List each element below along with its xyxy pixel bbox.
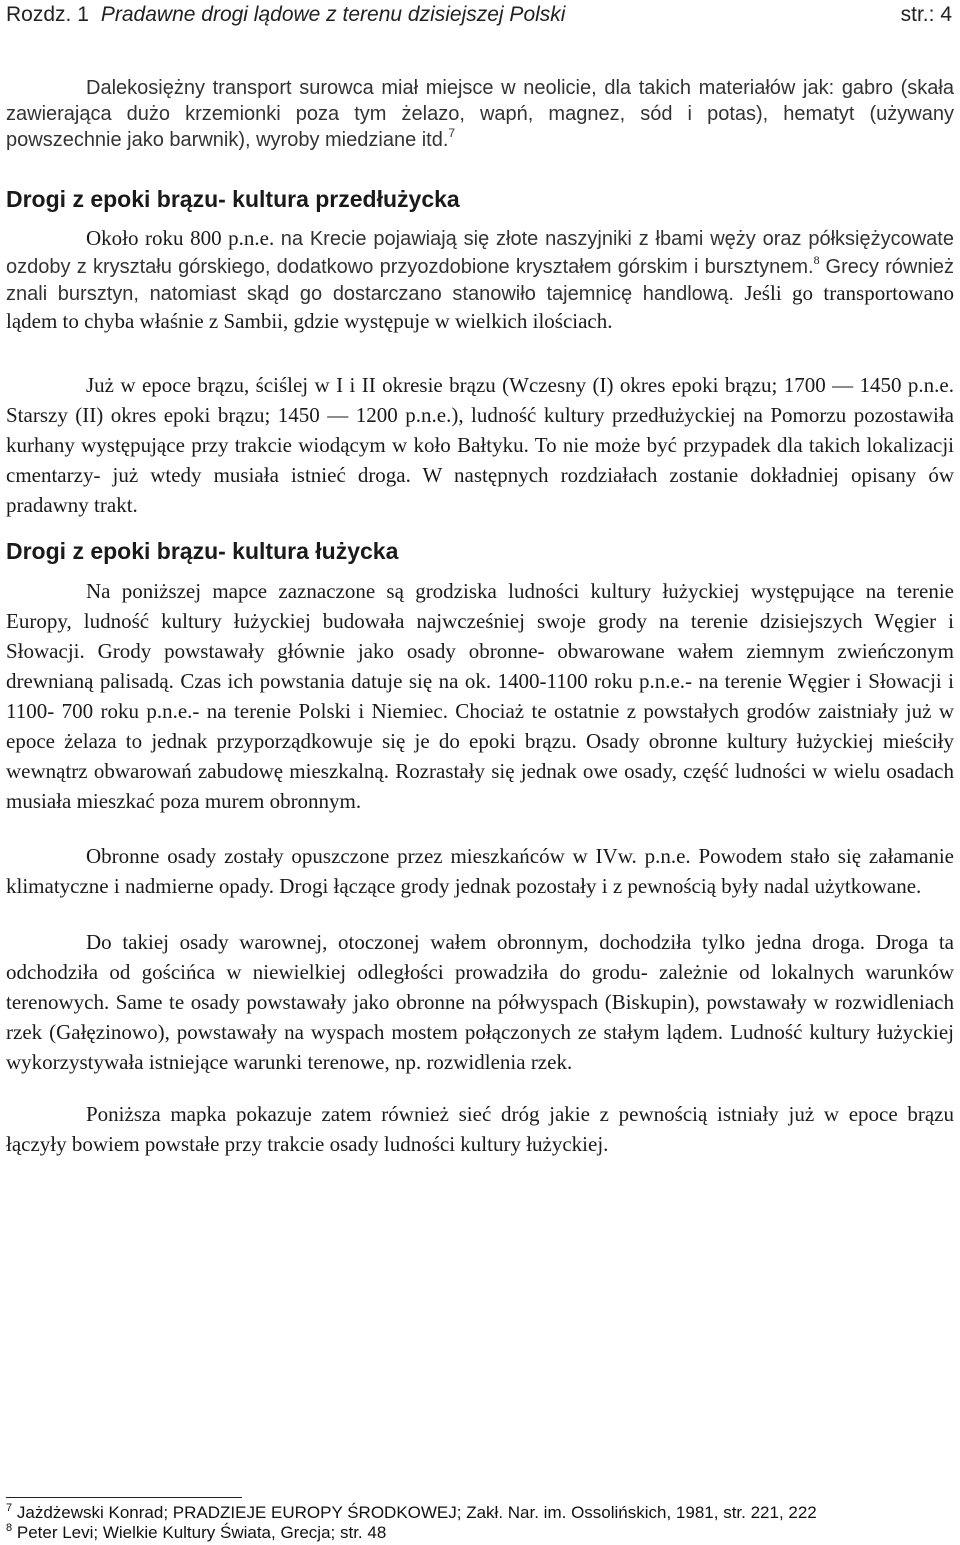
- footnote-separator: [6, 1497, 242, 1498]
- footnote-8-text: Peter Levi; Wielkie Kultury Świata, Grecja; str. 48: [16, 1523, 387, 1542]
- section1-paragraph-2: Już w epoce brązu, ściślej w I i II okresie brązu (Wczesny (I) okres epoki brązu; 1700 — 1450 p.n.e. Starszy (II) okres epoki brązu; 1450 — 1200 p.n.e.), ludność kultury przedłużyckiej na Pomorzu pozostawiła kurhany występujące przy trakcie wiodącym w koło Bałtyku. To nie może być przypadek dla takich lokalizacji cmentarzy- już wtedy musiała istnieć droga. W następnych rozdziałach zostanie dokładniej opisany ów pradawny trakt.: [6, 373, 954, 517]
- section1-paragraph-1: [6, 225, 954, 334]
- section-heading-luzycka: Drogi z epoki brązu- kultura łużycka: [6, 538, 399, 564]
- footnote-ref-7: 7: [448, 126, 456, 140]
- section2-paragraph-1: Na poniższej mapce zaznaczone są grodziska ludności kultury łużyckiej występujące na terenie Europy, ludność kultury łużyckiej budowała najwcześniej swoje grody na terenie dzisiejszych Węgier i Słowacji. Grody powstawały głównie jako osady obronne- obwarowane wałem ziemnym zwieńczonym drewnianą palisadą. Czas ich powstania datuje się na ok. 1400-1100 roku p.n.e.- na terenie Węgier i Słowacji i 1100- 700 roku p.n.e.- na terenie Polski i Niemiec. Chociaż te ostatnie z powstałych grodów zaistniały już w epoce żelaza to jednak przyporządkowuje się je do epoki brązu. Osady obronne kultury łużyckiej mieściły wewnątrz obwarowań zabudowę mieszkalną. Rozrastały się jednak owe osady, część ludności w wielu osadach musiała mieszkać poza murem obronnym.: [6, 579, 954, 813]
- footnote-ref-8: 8: [813, 252, 820, 267]
- footnote-7-text: Jażdżewski Konrad; PRADZIEJE EUROPY ŚRODKOWEJ; Zakł. Nar. im. Ossolińskich, 1981, str. 221, 222: [16, 1503, 817, 1522]
- intro-paragraph: [6, 75, 954, 153]
- section1-p1-sambia: Jeśli go transportowano lądem to chyba właśnie z Sambii, gdzie występuje w wielkich ilościach.: [6, 281, 955, 333]
- page-number: str.: 4: [900, 3, 952, 26]
- section-heading-przedluzycka: Drogi z epoki brązu- kultura przedłużycka: [6, 186, 460, 212]
- chapter-title: Pradawne drogi lądowe z terenu dzisiejszej Polski: [100, 3, 566, 26]
- section2-paragraph-3: Do takiej osady warownej, otoczonej wałem obronnym, dochodziła tylko jedna droga. Droga ta odchodziła od gościńca w niewielkiej odległości prowadziła do grodu- zależnie od lokalnych warunków terenowych. Same te osady powstawały jako obronne na półwyspach (Biskupin), powstawały w rozwidleniach rzek (Gałęzinowo), powstawały na wyspach mostem połączonych ze stałym lądem. Ludność kultury łużyckiej wykorzystywała istniejące warunki terenowe, np. rozwidlenia rzek.: [6, 930, 954, 1074]
- section1-p1-start: Około roku 800 p.n.e.: [86, 226, 275, 250]
- intro-text: Dalekosiężny transport surowca miał miejsce w neolicie, dla takich materiałów jak: gabro (skała zawierająca dużo krzemionki poza tym żelazo, wapń, magnez, sód i potas), hematyt (używany powszechnie jako barwnik), wyroby miedziane itd.: [6, 77, 954, 151]
- running-header: [6, 3, 952, 37]
- footnote-8-number: 8: [6, 1522, 13, 1534]
- section2-paragraph-2: Obronne osady zostały opuszczone przez mieszkańców w IVw. p.n.e. Powodem stało się załamanie klimatyczne i nadmierne opady. Drogi łączące grody jednak pozostały i z pewnością były nadal użytkowane.: [6, 844, 954, 898]
- section2-paragraph-4: Poniższa mapka pokazuje zatem również sieć dróg jakie z pewnością istniały już w epoce brązu łączyły bowiem powstałe przy trakcie osady ludności kultury łużyckiej.: [6, 1102, 954, 1156]
- section1-p1-greeks: Grecy również znali bursztyn, natomiast skąd go dostarczano stanowiło tajemnicę handlową.: [6, 255, 955, 305]
- footnote-7-number: 7: [6, 1502, 13, 1514]
- footnote-7: [6, 1502, 954, 1524]
- section1-p1-crete: na Krecie pojawiają się złote naszyjniki z łbami węży oraz półksiężycowate ozdoby z kryształu górskiego, dodatkowo przyozdobione kryształem górskim i bursztynem.: [6, 228, 954, 278]
- chapter-label: [6, 3, 565, 27]
- footnote-8: [6, 1522, 954, 1544]
- chapter-number: Rozdz. 1: [6, 3, 89, 26]
